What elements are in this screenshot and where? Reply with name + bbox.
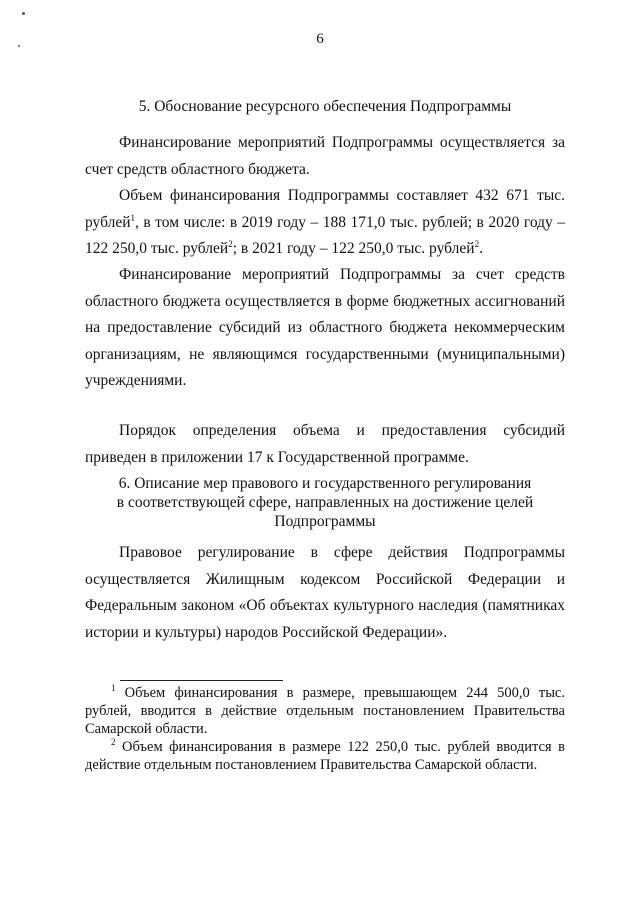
footnote-reference: 2 <box>228 238 233 249</box>
footnote-mark: 2 <box>111 737 116 748</box>
page-number: 6 <box>316 31 324 47</box>
paragraph-text: Объем финансирования Подпрограммы составляет 432 671 тыс. рублей <box>85 187 565 231</box>
footnote-separator <box>120 680 283 681</box>
footnote-reference: 2 <box>474 238 480 249</box>
footnote-2 <box>85 738 565 774</box>
section-5-paragraph-2 <box>85 183 565 263</box>
section-5-paragraph-1: Финансирование мероприятий Подпрограммы осуществляется за счет средств областного бюджета. <box>85 134 565 178</box>
footnote-mark: 1 <box>111 683 116 694</box>
paragraph-text: , в том числе: в 2019 году – 188 171,0 тыс. рублей; в 2020 году – 122 250,0 тыс. рублей <box>85 213 565 257</box>
paragraph-text: . <box>479 240 483 257</box>
paragraph-text: ; в 2021 году – 122 250,0 тыс. рублей <box>232 240 475 257</box>
section-5-paragraph-4: Порядок определения объема и предоставления субсидий приведен в приложении 17 к Государственной программе. <box>85 422 565 466</box>
section-6-title-line: Подпрограммы <box>274 513 376 530</box>
section-6-paragraph-1: Правовое регулирование в сфере действия Подпрограммы осуществляется Жилищным кодексом Российской Федерации и Федеральным законом «Об объектах культурного наследия (памятниках истории и культуры) народов Российской Федерации». <box>85 544 565 641</box>
footnote-text: Объем финансирования в размере, превышающем 244 500,0 тыс. рублей, вводится в действие отдельным постановлением Правительства Самарской области. <box>85 685 565 737</box>
footnote-text: Объем финансирования в размере 122 250,0 тыс. рублей вводится в действие отдельным постановлением Правительства Самарской области. <box>85 739 565 773</box>
scan-speck <box>22 12 25 15</box>
section-6-title-line: 6. Описание мер правового и государственного регулирования <box>118 475 532 492</box>
footnote-reference: 1 <box>130 212 136 223</box>
footnote-1 <box>85 684 565 738</box>
section-6-title-line: в соответствующей сфере, направленных на достижение целей <box>116 494 534 511</box>
section-5-title: 5. Обоснование ресурсного обеспечения Подпрограммы <box>138 98 512 115</box>
section-5-paragraph-3: Финансирование мероприятий Подпрограммы за счет средств областного бюджета осуществляется в форме бюджетных ассигнований на предоставление субсидий из областного бюджета некоммерческим организациям, не являющимся государственными (муниципальными) учреждениями. <box>85 266 565 389</box>
section-6-title <box>85 474 565 531</box>
